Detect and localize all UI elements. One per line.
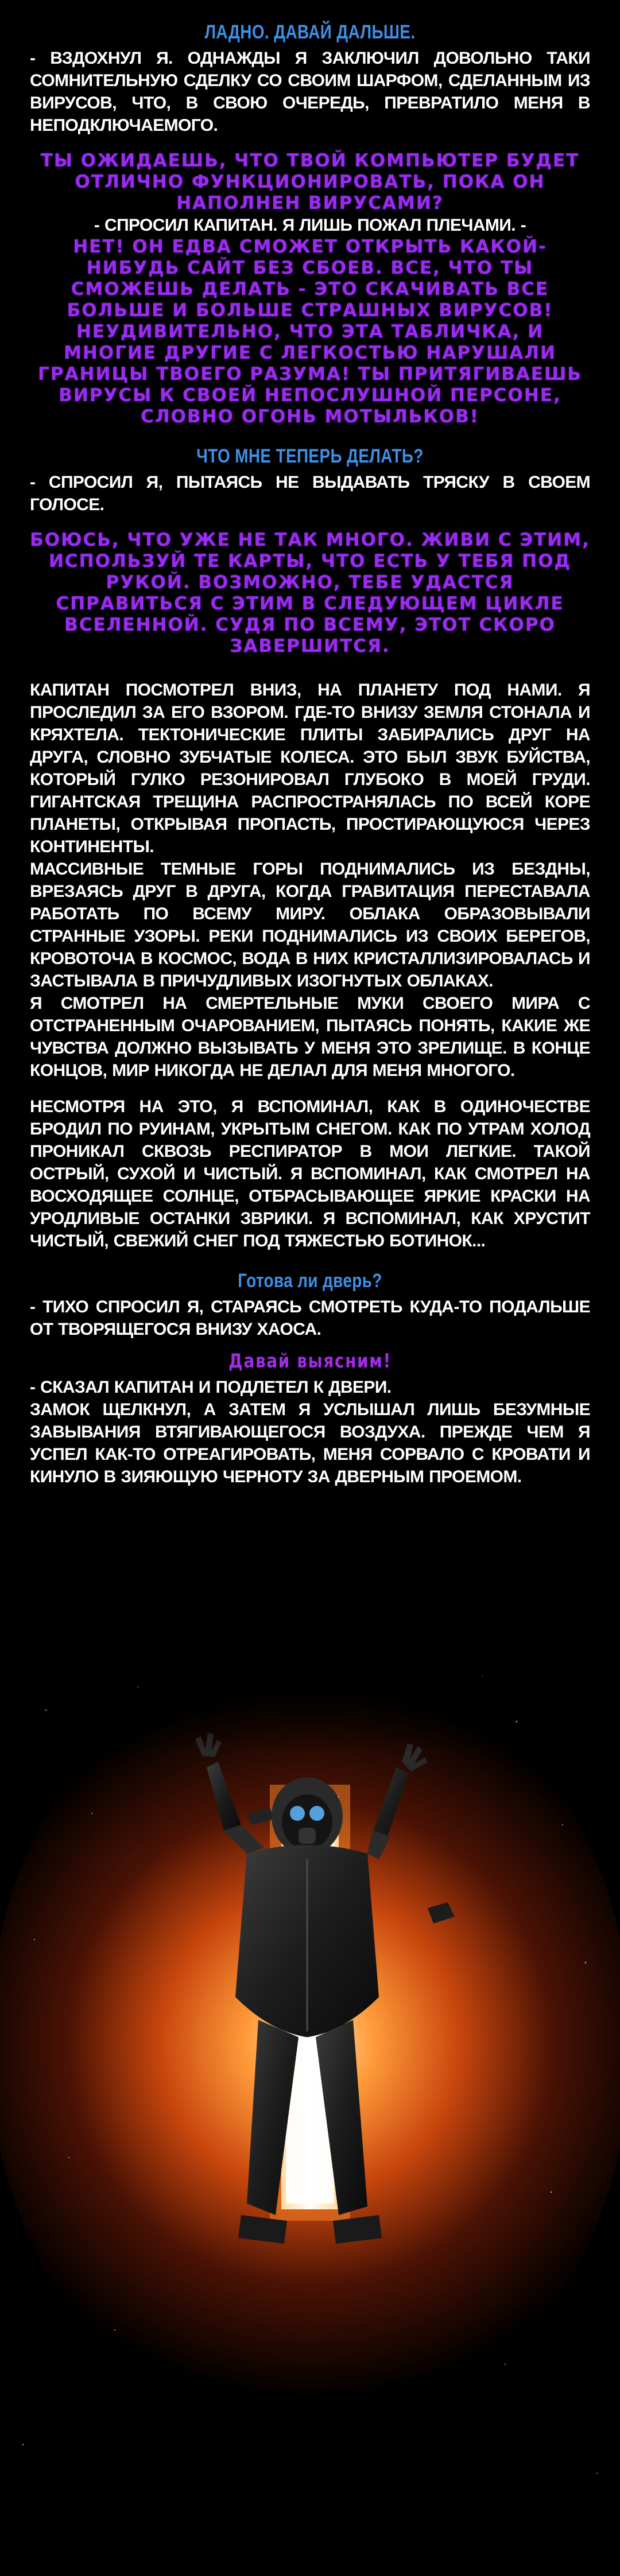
heading-lets-find-out: Давай выясним! bbox=[228, 1350, 392, 1373]
scene-svg bbox=[0, 1641, 620, 2576]
narration-block: МАССИВНЫЕ ТЕМНЫЕ ГОРЫ ПОДНИМАЛИСЬ ИЗ БЕЗДНЫ, ВРЕЗАЯСЬ ДРУГ В ДРУГА, КОГДА ГРАВИТАЦИЯ ПЕРЕСТАВАЛА РАБОТАТЬ ПО ВСЕМУ МИРУ. ОБЛАКА ОБРАЗОВЫВАЛИ СТРАННЫЕ УЗОРЫ. РЕКИ ПОДНИМАЛИСЬ ИЗ СВОИХ БЕРЕГОВ, КРОВОТОЧА В КОСМОС, ВОДА В НИХ КРИСТАЛЛИЗИРОВАЛАСЬ И ЗАСТЫВАЛА В ПРИЧУДЛИВЫХ ИЗОГНУТЫХ ОБЛАКАХ. bbox=[30, 860, 590, 990]
heading-door-ready: Готова ли дверь? bbox=[238, 1270, 382, 1292]
narration-block: КАПИТАН ПОСМОТРЕЛ ВНИЗ, НА ПЛАНЕТУ ПОД НАМИ. Я ПРОСЛЕДИЛ ЗА ЕГО ВЗОРОМ. ГДЕ-ТО ВНИЗУ ЗЕМЛЯ СТОНАЛА И КРЯХТЕЛА. ТЕКТОНИЧЕСКИЕ ПЛИТЫ ЗАБИРАЛИСЬ ДРУГ НА ДРУГА, СЛОВНО ЗУБЧАТЫЕ КОЛЕСА. ЭТО БЫЛ ЗВУК БУЙСТВА, КОТОРЫЙ ГУЛКО РЕЗОНИРОВАЛ ГЛУБОКО В МОЕЙ ГРУДИ. ГИГАНТСКАЯ ТРЕЩИНА РАСПРОСТРАНЯЛАСЬ ПО ВСЕЙ КОРЕ ПЛАНЕТЫ, ОТКРЫВАЯ ПРОПАСТЬ, ПРОСТИРАЮЩУЮСЯ ЧЕРЕЗ КОНТИНЕНТЫ. bbox=[30, 681, 590, 856]
narration-block: НЕСМОТРЯ НА ЭТО, Я ВСПОМИНАЛ, КАК В ОДИНОЧЕСТВЕ БРОДИЛ ПО РУИНАМ, УКРЫТЫМ СНЕГОМ. КАК ПО УТРАМ ХОЛОД ПРОНИКАЛ СКВОЗЬ РЕСПИРАТОР В МОИ ЛЕГКИЕ. ТАКОЙ ОСТРЫЙ, СУХОЙ И ЧИСТЫЙ. Я ВСПОМИНАЛ, КАК СМОТРЕЛ НА ВОСХОДЯЩЕЕ СОЛНЦЕ, ОТБРАСЫВАЮЩЕЕ ЯРКИЕ КРАСКИ НА УРОДЛИВЫЕ ОСТАНКИ ЗВРИКИ. Я ВСПОМИНАЛ, КАК ХРУСТИТ ЧИСТЫЙ, СВЕЖИЙ СНЕГ ПОД ТЯЖЕСТЬЮ БОТИНОК... bbox=[30, 1097, 590, 1250]
narration-block: Я СМОТРЕЛ НА СМЕРТЕЛЬНЫЕ МУКИ СВОЕГО МИРА С ОТСТРАНЕННЫМ ОЧАРОВАНИЕМ, ПЫТАЯСЬ ПОНЯТЬ, КАКИЕ ЖЕ ЧУВСТВА ДОЛЖНО ВЫЗЫВАТЬ У МЕНЯ ЭТО ЗРЕЛИЩЕ. В КОНЦЕ КОНЦОВ, МИР НИКОГДА НЕ ДЕЛАЛ ДЛЯ МЕНЯ МНОГОГО. bbox=[30, 994, 590, 1080]
narration-block: - ТИХО СПРОСИЛ Я, СТАРАЯСЬ СМОТРЕТЬ КУДА-ТО ПОДАЛЬШЕ ОТ ТВОРЯЩЕГОСЯ ВНИЗУ ХАОСА. bbox=[30, 1297, 590, 1339]
narration-block: - ВЗДОХНУЛ Я. ОДНАЖДЫ Я ЗАКЛЮЧИЛ ДОВОЛЬНО ТАКИ СОМНИТЕЛЬНУЮ СДЕЛКУ СО СВОИМ ШАРФОМ, СДЕЛАННЫМ ИЗ ВИРУСОВ, ЧТО, В СВОЮ ОЧЕРЕДЬ, ПРЕВРАТИЛО МЕНЯ В НЕПОДКЛЮЧАЕМОГО. bbox=[30, 49, 590, 135]
captain-speech: ТЫ ОЖИДАЕШЬ, ЧТО ТВОЙ КОМПЬЮТЕР БУДЕТ ОТЛИЧНО ФУНКЦИОНИРОВАТЬ, ПОКА ОН НАПОЛНЕН ВИРУСАМИ? bbox=[40, 150, 580, 213]
heading-what-now: ЧТО МНЕ ТЕПЕРЬ ДЕЛАТЬ? bbox=[196, 445, 424, 467]
falling-scene-illustration bbox=[0, 1641, 620, 2576]
captain-speech: НЕТ! ОН ЕДВА СМОЖЕТ ОТКРЫТЬ КАКОЙ-НИБУДЬ САЙТ БЕЗ СБОЕВ. ВСЕ, ЧТО ТЫ СМОЖЕШЬ ДЕЛАТЬ - ЭТО СКАЧИВАТЬ ВСЕ БОЛЬШЕ И БОЛЬШЕ СТРАШНЫХ ВИРУСОВ! НЕУДИВИТЕЛЬНО, ЧТО ЭТА ТАБЛИЧКА, И МНОГИЕ ДРУГИЕ С ЛЕГКОСТЬЮ НАРУШАЛИ ГРАНИЦЫ ТВОЕГО РАЗУМА! ТЫ ПРИТЯГИВАЕШЬ ВИРУСЫ К СВОЕЙ НЕПОСЛУШНОЙ ПЕРСОНЕ, СЛОВНО ОГОНЬ МОТЫЛЬКОВ! bbox=[38, 236, 582, 427]
narration-block: ЗАМОК ЩЕЛКНУЛ, А ЗАТЕМ Я УСЛЫШАЛ ЛИШЬ БЕЗУМНЫЕ ЗАВЫВАНИЯ ВТЯГИВАЮЩЕГОСЯ ВОЗДУХА. ПРЕЖДЕ ЧЕМ Я УСПЕЛ КАК-ТО ОТРЕАГИРОВАТЬ, МЕНЯ СОРВАЛО С КРОВАТИ И КИНУЛО В ЗИЯЮЩУЮ ЧЕРНОТУ ЗА ДВЕРНЫМ ПРОЕМОМ. bbox=[30, 1400, 590, 1486]
heading-okay-next: ЛАДНО. ДАВАЙ ДАЛЬШЕ. bbox=[204, 21, 416, 43]
narration-block: - СКАЗАЛ КАПИТАН И ПОДЛЕТЕЛ К ДВЕРИ. bbox=[30, 1378, 392, 1397]
narration-block: - СПРОСИЛ Я, ПЫТАЯСЬ НЕ ВЫДАВАТЬ ТРЯСКУ В СВОЕМ ГОЛОСЕ. bbox=[30, 473, 590, 514]
captain-speech: БОЮСЬ, ЧТО УЖЕ НЕ ТАК МНОГО. ЖИВИ С ЭТИМ, ИСПОЛЬЗУЙ ТЕ КАРТЫ, ЧТО ЕСТЬ У ТЕБЯ ПОД РУКОЙ. ВОЗМОЖНО, ТЕБЕ УДАСТСЯ СПРАВИТЬСЯ С ЭТИМ В СЛЕДУЮЩЕМ ЦИКЛЕ ВСЕЛЕННОЙ. СУДЯ ПО ВСЕМУ, ЭТОТ СКОРО ЗАВЕРШИТСЯ. bbox=[30, 530, 590, 656]
narration-block: - СПРОСИЛ КАПИТАН. Я ЛИШЬ ПОЖАЛ ПЛЕЧАМИ. - bbox=[94, 216, 526, 235]
